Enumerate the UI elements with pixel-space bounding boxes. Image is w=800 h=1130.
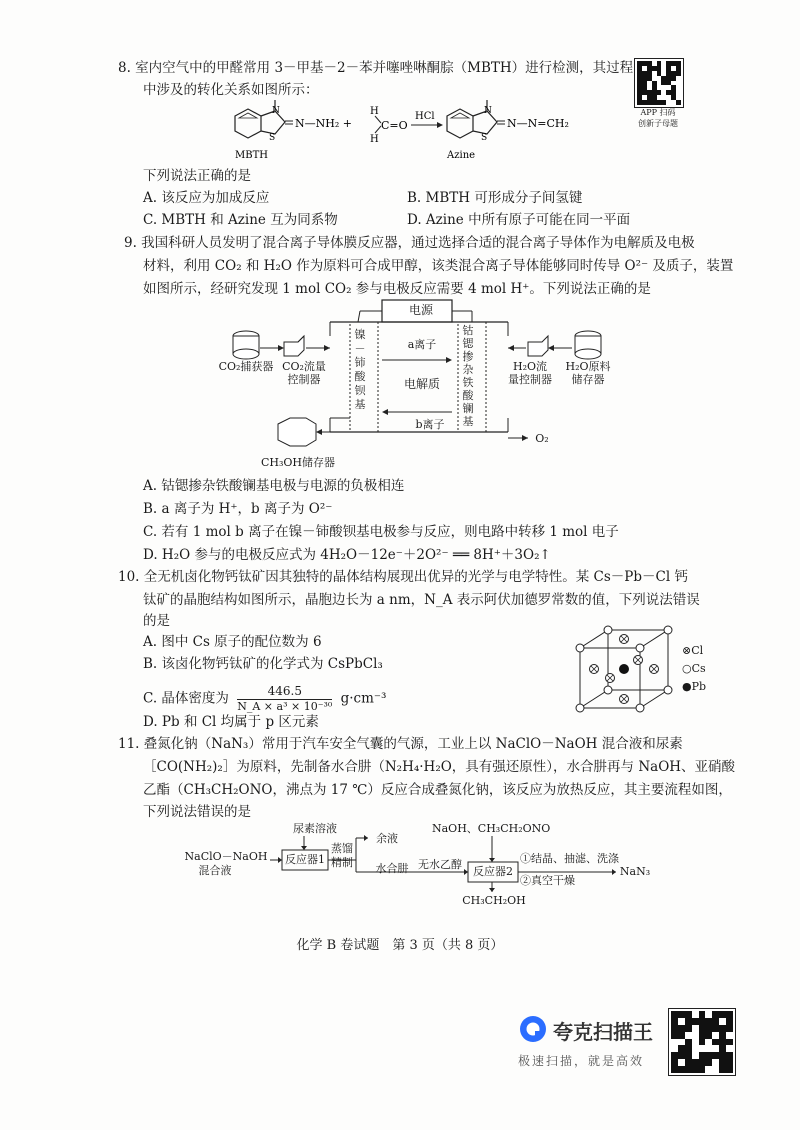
svg-text:H: H [370,106,379,117]
q11-line2: ［CO(NH₂)₂］为原料，先制备水合肼（N₂H₄·H₂O，具有强还原性），水合肼再与 NaOH、亚硝酸 [143,759,736,775]
q9-option-b[interactable]: B. a 离子为 H⁺，b 离子为 O²⁻ [143,501,333,517]
q8-option-c[interactable]: C. MBTH 和 Azine 互为同系物 [143,212,338,228]
q10-option-c-prefix: C. 晶体密度为 [143,690,229,707]
q8-line2: 中涉及的转化关系如图所示： [143,82,319,98]
formaldehyde: C=O [381,119,408,132]
q8-line1: 8. 室内空气中的甲醛常用 3－甲基－2－苯并噻唑啉酮腙（MBTH）进行检测，其过程 [118,60,634,76]
mbth-side-chain: N—NH₂ + [295,117,352,130]
svg-text:N: N [484,106,492,116]
mixed-liquid-label: 混合液 [198,864,232,877]
a-ion-label: a离子 [407,338,437,351]
naclo-label: NaClO－NaOH [184,850,268,863]
b-ion-label: b离子 [415,418,445,431]
mbth-reaction-scheme [215,98,595,164]
brand-name: 夸克扫描王 [553,1020,653,1044]
density-unit: g·cm⁻³ [340,690,387,707]
ethanol-label: 无水乙醇 [418,858,462,871]
o2-label: O₂ [535,432,549,445]
legend-cs-label: Cs [691,662,706,675]
product-label: NaN₃ [619,865,651,878]
brand-slogan: 极速扫描，就是高效 [518,1054,645,1068]
step2-label: ②真空干燥 [520,874,575,887]
co2-flow-label: CO₂流量控制器 [282,360,326,386]
qr-code-brand[interactable] [668,1008,736,1076]
q8-option-d[interactable]: D. Azine 中所有原子可能在同一平面 [407,212,631,228]
azine-label: Azine [447,150,476,161]
q11-line1: 11. 叠氮化钠（NaN₃）常用于汽车安全气囊的气源，工业上以 NaClO－NaOH 混合液和尿素 [118,736,683,752]
q10-option-b[interactable]: B. 该卤化物钙钛矿的化学式为 CsPbCl₃ [143,656,383,672]
q8-option-b[interactable]: B. MBTH 可形成分子间氢键 [407,190,583,206]
q11-line4: 下列说法错误的是 [143,804,251,820]
page-footer: 化学 B 卷试题 第 3 页（共 8 页） [296,938,504,953]
q10-line3: 的是 [143,613,170,629]
legend-cl: ⊗Cl [682,644,704,657]
q9-line1: 9. 我国科研人员发明了混合离子导体膜反应器，通过选择合适的混合离子导体作为电解质及电极 [124,235,695,251]
ch3oh-store-label: CH₃OH储存器 [260,456,336,469]
svg-text:S: S [481,133,488,143]
q10-option-a[interactable]: A. 图中 Cs 原子的配位数为 6 [143,634,322,650]
co2-trap-label: CO₂捕获器 [218,360,274,373]
byproduct-label: CH₃CH₂OH [462,894,526,907]
right-electrode-label: 钴锶掺杂铁酸镧基 [462,324,474,428]
residue-label: 余液 [376,832,398,845]
q8-option-a[interactable]: A. 该反应为加成反应 [143,190,270,206]
distill-label: 蒸馏 [331,842,353,855]
q9-line3: 如图所示，经研究发现 1 mol CO₂ 参与电极反应需要 4 mol H⁺。下列说法正确的是 [143,281,651,297]
density-numerator: 446.5 [237,684,332,700]
q9-option-a[interactable]: A. 钴锶掺杂铁酸镧基电极与电源的负极相连 [143,478,405,494]
hcl-label: HCl [415,111,435,122]
reagents-label: NaOH、CH₃CH₂ONO [432,822,551,835]
legend-pb: ●Pb [682,680,707,693]
svg-text:H: H [370,134,379,145]
azine-side-chain: N—N=CH₂ [507,117,569,130]
perovskite-unit-cell [572,620,682,720]
refine-label: 精制 [331,856,353,869]
q10-option-c[interactable] [143,684,386,714]
qr-caption-1: APP 扫码 [640,108,676,117]
power-supply-label: 电源 [408,303,433,317]
h2o-flow-label: H₂O流量控制器 [508,360,552,386]
q10-line1: 10. 全无机卤化物钙钛矿因其独特的晶体结构展现出优异的光学与电学特性。某 Cs－Pb－Cl 钙 [118,569,688,585]
quark-logo-icon [518,1014,548,1044]
qr-caption-2: 创新子母题 [638,119,678,128]
electrolyte-label: 电解质 [403,377,440,391]
q10-option-d[interactable]: D. Pb 和 Cl 均属于 p 区元素 [143,714,319,730]
hydrazine-label: 水合肼 [375,862,409,875]
legend-pb-label: Pb [691,680,707,693]
svg-text:N: N [272,106,280,116]
q9-line2: 材料，利用 CO₂ 和 H₂O 作为原料可合成甲醇，该类混合离子导体能够同时传导 O²⁻ 及质子，装置 [143,258,734,274]
legend-cs: ○Cs [682,662,706,675]
reactor1-label: 反应器1 [285,853,325,866]
reactor2-label: 反应器2 [473,865,513,878]
q8-stem: 下列说法正确的是 [143,168,251,184]
qr-code-app[interactable] [634,58,684,108]
q9-option-c[interactable]: C. 若有 1 mol b 离子在镍－铈酸钡基电极参与反应，则电路中转移 1 mol 电子 [143,524,619,540]
q9-option-d[interactable]: D. H₂O 参与的电极反应式为 4H₂O－12e⁻＋2O²⁻ ══ 8H⁺＋3O₂↑ [143,547,551,563]
step1-label: ①结晶、抽滤、洗涤 [520,852,619,865]
svg-text:S: S [269,133,276,143]
q11-line3: 乙酯（CH₃CH₂ONO，沸点为 17 ℃）反应合成叠氮化钠，该反应为放热反应，其主要流程如图， [143,782,732,798]
left-electrode-label: 镍－铈酸钡基 [354,328,366,411]
q10-line2: 钛矿的晶胞结构如图所示，晶胞边长为 a nm，N_A 表示阿伏加德罗常数的值，下列说法错误 [143,592,700,608]
density-denominator: N_A × a³ × 10⁻³⁰ [237,700,333,713]
mbth-label: MBTH [235,150,268,161]
h2o-store-label: H₂O原料储存器 [565,360,611,386]
urea-label: 尿素溶液 [293,822,337,835]
legend-cl-label: Cl [691,644,704,657]
